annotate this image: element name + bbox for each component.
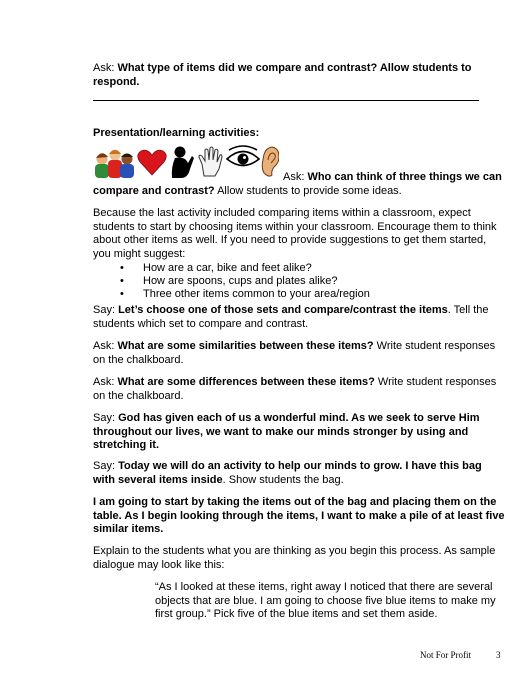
sample-dialogue-quote: “As I looked at these items, right away I noticed that there are several objects that are blue. I am going to choose five blue items to make my first group.” Pick five of the blue items and set them aside. xyxy=(155,581,496,620)
ask-differences: Ask: What are some differences between these items? Write student responses on the chalkboard. xyxy=(93,376,497,402)
answer-line xyxy=(93,100,479,101)
footer-text: Not For Profit xyxy=(420,650,472,660)
list-item: • How are spoons, cups and plates alike? xyxy=(118,275,498,288)
bold-instructions: I am going to start by taking the items out of the bag and placing them on the table. As I begin looking through the items, I want to make a pile of at least five similar items. xyxy=(93,496,505,535)
paragraph-because: Because the last activity included comparing items within a classroom, expect students to start by choosing items within your classroom. Encourage them to think about other items as well. If you need to provide suggestions to get them started, you might suggest: xyxy=(93,207,497,260)
ask-compare-question: Ask: What type of items did we compare and contrast? Allow students to respond. xyxy=(93,62,472,88)
say-wonderful-mind: Say: God has given each of us a wonderful mind. As we seek to serve Him throughout our lives, we want to make our minds stronger by using and stretching it. xyxy=(93,412,480,451)
ask-three-things: Ask: Who can think of three things we can compare and contrast? Allow students to provide some ideas. xyxy=(93,171,502,197)
list-item: • Three other items common to your area/region xyxy=(118,288,498,301)
say-choose-set: Say: Let’s choose one of those sets and compare/contrast the items. Tell the students which set to compare and contrast. xyxy=(93,304,489,330)
section-heading: Presentation/learning activities: xyxy=(93,127,260,139)
say-activity-bag: Say: Today we will do an activity to help our minds to grow. I have this bag with several items inside. Show students the bag. xyxy=(93,460,482,486)
page-footer xyxy=(420,650,510,660)
page-number: 3 xyxy=(496,650,501,660)
ask-similarities: Ask: What are some similarities between these items? Write student responses on the chalkboard. xyxy=(93,340,496,366)
suggestion-list xyxy=(118,262,498,301)
paragraph-explain: Explain to the students what you are thinking as you begin this process. As sample dialogue may look like this: xyxy=(93,545,496,571)
eye-icon xyxy=(227,146,259,166)
list-item: • How are a car, bike and feet alike? xyxy=(118,262,498,275)
